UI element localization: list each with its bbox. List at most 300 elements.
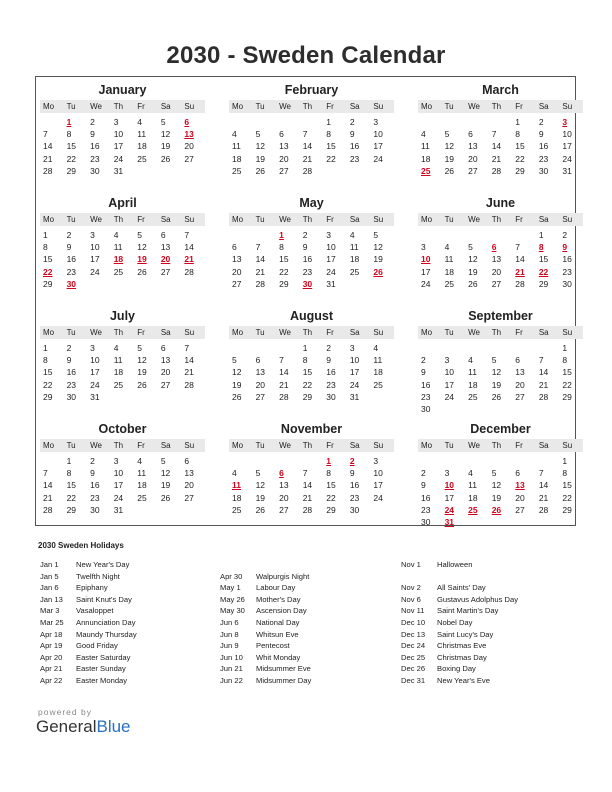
holiday-name: Vasaloppet	[76, 606, 114, 616]
holiday-name: Saint Knut's Day	[76, 594, 132, 604]
weekday-label: Mo	[43, 328, 55, 337]
day: 7	[279, 355, 284, 366]
day: 21	[538, 492, 549, 503]
day: 30	[90, 165, 100, 176]
day: 17	[349, 367, 360, 378]
day: 23	[538, 153, 549, 164]
weekday-header	[418, 100, 583, 113]
day: 15	[43, 254, 53, 265]
day: 27	[184, 492, 194, 503]
empty-cell	[512, 229, 536, 241]
holiday-date: Nov 6	[401, 594, 421, 604]
day: 5	[491, 468, 497, 479]
empty-cell	[442, 116, 466, 128]
holiday-date: Nov 2	[401, 583, 421, 593]
weekday-label: Su	[562, 215, 573, 224]
weekday-label: Fr	[326, 215, 334, 224]
day: 7	[43, 468, 48, 479]
weekday-label: Tu	[444, 441, 454, 450]
day: 15	[326, 141, 336, 152]
weekday-label: Tu	[66, 215, 76, 224]
day: 8	[66, 129, 72, 140]
day: 19	[160, 480, 171, 491]
empty-cell	[465, 229, 489, 241]
weekday-label: Th	[302, 441, 313, 450]
holiday-name: Annunciation Day	[76, 617, 136, 627]
day: 23	[562, 266, 572, 277]
holiday-name: Christmas Day	[437, 652, 487, 662]
holiday-date: Jan 1	[40, 560, 59, 569]
day: 14	[491, 141, 502, 152]
holiday-date: Dec 10	[401, 617, 426, 627]
day: 13	[468, 141, 478, 152]
day: 6	[232, 242, 237, 253]
day: 22	[326, 492, 336, 503]
holiday-name: Mother's Day	[256, 594, 301, 604]
day: 6	[515, 468, 520, 479]
day: 17	[373, 480, 383, 491]
holiday-name: Ascension Day	[256, 606, 307, 616]
empty-cell	[465, 455, 489, 467]
weekday-label: Su	[373, 102, 384, 111]
weekday-label: Th	[491, 102, 502, 111]
holiday-name: Maundy Thursday	[76, 629, 137, 639]
empty-cell	[465, 116, 489, 128]
day: 17	[113, 141, 124, 152]
holiday-row	[401, 605, 591, 617]
day-grid	[229, 229, 394, 290]
day-grid	[40, 116, 205, 177]
day: 31	[113, 504, 124, 515]
holiday-row	[401, 582, 591, 594]
day: 20	[184, 480, 194, 491]
day: 4	[113, 343, 119, 353]
day: 2	[326, 343, 331, 353]
holiday-day: 1	[279, 230, 284, 240]
day: 15	[66, 141, 77, 152]
holiday-row	[401, 675, 591, 687]
day: 8	[302, 355, 308, 366]
day: 19	[255, 492, 266, 503]
day: 28	[538, 391, 549, 402]
holiday-day: 18	[113, 254, 124, 265]
day: 8	[562, 468, 568, 479]
holiday-date: Apr 21	[40, 664, 63, 674]
day: 13	[232, 254, 242, 265]
weekday-label: Sa	[538, 328, 549, 337]
month-name: September	[468, 309, 533, 323]
day: 22	[43, 379, 53, 390]
weekday-label: Su	[562, 102, 573, 111]
day: 8	[326, 468, 331, 479]
day: 31	[562, 165, 572, 176]
day: 20	[232, 266, 242, 277]
holiday-row	[220, 675, 410, 687]
holiday-date: Jun 9	[220, 641, 239, 651]
day: 5	[160, 456, 166, 466]
holiday-column	[40, 559, 230, 687]
day: 14	[43, 480, 53, 491]
day: 28	[184, 266, 194, 277]
month-december	[418, 421, 583, 528]
day: 12	[255, 480, 266, 491]
day: 17	[562, 141, 572, 152]
day: 4	[232, 129, 237, 140]
day: 5	[491, 355, 497, 366]
day: 30	[326, 391, 336, 402]
holiday-date: Dec 24	[401, 641, 426, 651]
day: 28	[279, 391, 289, 402]
day: 22	[562, 492, 572, 503]
weekday-label: We	[468, 215, 480, 224]
holiday-day: 30	[302, 278, 313, 289]
day: 12	[491, 367, 502, 378]
holiday-day: 3	[562, 117, 568, 127]
day: 11	[232, 141, 241, 152]
day: 2	[421, 355, 426, 366]
day: 25	[232, 165, 242, 176]
day: 1	[562, 343, 568, 353]
weekday-label: We	[90, 215, 102, 224]
day-grid	[418, 342, 583, 415]
day: 26	[160, 153, 171, 164]
day: 27	[160, 379, 171, 390]
day: 15	[302, 367, 313, 378]
brand-part-general: General	[36, 717, 97, 736]
day: 24	[349, 379, 360, 390]
day: 13	[515, 367, 525, 378]
day-grid	[40, 342, 205, 403]
empty-cell	[536, 342, 560, 354]
weekday-header	[229, 213, 394, 226]
day: 8	[515, 129, 520, 140]
month-october	[40, 421, 205, 516]
weekday-label: Sa	[349, 102, 360, 111]
month-name: July	[109, 309, 135, 323]
holiday-date: Dec 13	[401, 629, 426, 639]
day-grid	[229, 455, 394, 516]
day: 21	[279, 379, 289, 390]
empty-cell	[512, 455, 536, 467]
empty-cell	[465, 342, 489, 354]
weekday-header	[40, 326, 205, 339]
holiday-date: Mar 25	[40, 617, 64, 627]
day: 9	[538, 129, 544, 140]
day: 23	[66, 266, 77, 277]
weekday-label: Fr	[515, 102, 523, 111]
day: 7	[515, 242, 520, 253]
day: 15	[66, 480, 77, 491]
day: 5	[444, 129, 450, 140]
holiday-name: Labour Day	[256, 583, 296, 593]
day: 18	[137, 141, 147, 152]
day: 24	[90, 266, 100, 277]
weekday-label: Mo	[421, 328, 433, 337]
weekday-label: We	[468, 102, 480, 111]
holiday-row	[401, 617, 591, 629]
holiday-name: Walpurgis Night	[256, 571, 310, 581]
weekday-header	[418, 213, 583, 226]
generalblue-logo[interactable]	[36, 717, 131, 737]
holiday-name: Whitsun Eve	[256, 629, 299, 639]
weekday-label: We	[90, 441, 102, 450]
weekday-label: We	[468, 441, 480, 450]
empty-cell	[40, 455, 64, 467]
holiday-row	[220, 571, 410, 583]
holiday-name: Midsummer Eve	[256, 664, 311, 674]
day: 19	[373, 254, 383, 265]
weekday-label: Tu	[255, 215, 265, 224]
holiday-date: Dec 26	[401, 664, 426, 674]
day: 23	[66, 379, 77, 390]
weekday-label: Th	[491, 215, 502, 224]
day: 7	[538, 468, 544, 479]
empty-cell	[442, 342, 466, 354]
day: 12	[160, 468, 171, 479]
page-title: 2030 - Sweden Calendar	[166, 42, 446, 69]
day: 11	[468, 367, 477, 378]
day: 8	[43, 242, 48, 253]
holiday-name: Pentecost	[256, 641, 290, 651]
holiday-day: 21	[515, 266, 525, 277]
weekday-label: Fr	[137, 102, 145, 111]
holiday-name: Good Friday	[76, 641, 118, 651]
empty-cell	[489, 455, 513, 467]
holiday-name: All Saints' Day	[437, 583, 486, 593]
day: 11	[421, 141, 430, 152]
day: 29	[279, 278, 289, 289]
holiday-day: 11	[232, 480, 241, 491]
holiday-row	[401, 559, 591, 571]
day: 22	[326, 153, 336, 164]
holiday-row	[220, 663, 410, 675]
day: 7	[184, 230, 190, 240]
day: 27	[279, 165, 289, 176]
month-name: February	[284, 83, 339, 97]
weekday-label: Su	[184, 102, 195, 111]
day: 28	[184, 379, 194, 390]
day: 26	[468, 278, 478, 289]
day: 29	[538, 278, 549, 289]
weekday-label: Fr	[326, 328, 334, 337]
holiday-date: Jun 10	[220, 652, 243, 662]
day: 18	[113, 367, 124, 378]
day: 20	[255, 379, 266, 390]
weekday-label: Sa	[160, 441, 171, 450]
day: 17	[90, 254, 100, 265]
holiday-date: Jan 13	[40, 594, 63, 604]
day: 22	[279, 266, 289, 277]
weekday-label: Mo	[421, 215, 433, 224]
weekday-label: Th	[113, 215, 124, 224]
day: 11	[468, 480, 477, 491]
holiday-date: Apr 20	[40, 652, 63, 662]
day: 21	[491, 153, 502, 164]
day: 19	[232, 379, 242, 390]
day: 12	[232, 367, 242, 378]
day: 14	[538, 480, 549, 491]
day-grid	[418, 229, 583, 290]
day-grid	[229, 116, 394, 177]
day: 21	[43, 492, 53, 503]
day: 17	[113, 480, 124, 491]
weekday-header	[418, 326, 583, 339]
month-september	[418, 308, 583, 415]
weekday-label: Su	[184, 328, 195, 337]
weekday-label: Fr	[515, 328, 523, 337]
day: 15	[562, 367, 572, 378]
day: 6	[515, 355, 520, 366]
day: 10	[349, 355, 360, 366]
empty-cell	[300, 455, 324, 467]
day: 22	[66, 153, 77, 164]
day: 29	[562, 504, 572, 515]
day: 17	[326, 254, 336, 265]
holiday-date: Dec 25	[401, 652, 426, 662]
weekday-label: Th	[113, 441, 124, 450]
day: 12	[468, 254, 478, 265]
holiday-day: 6	[491, 242, 497, 253]
day: 29	[66, 165, 77, 176]
day: 11	[113, 355, 123, 366]
weekday-label: We	[90, 328, 102, 337]
weekday-label: Tu	[255, 102, 265, 111]
day: 4	[349, 230, 355, 240]
day: 4	[421, 129, 426, 140]
day: 12	[373, 242, 383, 253]
weekday-label: Th	[302, 328, 313, 337]
weekday-label: Fr	[137, 215, 145, 224]
day: 19	[137, 367, 147, 378]
day: 16	[562, 254, 572, 265]
weekday-label: Fr	[326, 102, 334, 111]
day: 26	[444, 165, 455, 176]
empty-cell	[536, 455, 560, 467]
weekday-label: Su	[373, 215, 384, 224]
holidays-title: 2030 Sweden Holidays	[38, 541, 124, 550]
day-grid	[229, 342, 394, 403]
empty-cell	[276, 342, 300, 354]
day: 27	[491, 278, 502, 289]
holiday-day: 19	[137, 254, 147, 265]
month-name: January	[98, 83, 147, 97]
day: 2	[562, 230, 568, 240]
weekday-label: Tu	[444, 215, 454, 224]
day: 24	[326, 266, 336, 277]
day: 20	[184, 141, 194, 152]
day: 3	[349, 343, 355, 353]
day: 25	[232, 504, 242, 515]
day: 11	[113, 242, 123, 253]
holiday-day: 1	[326, 456, 331, 466]
day: 28	[255, 278, 266, 289]
holiday-name	[256, 559, 410, 571]
weekday-label: Mo	[421, 441, 433, 450]
day: 9	[90, 468, 95, 479]
day: 28	[491, 165, 502, 176]
empty-cell	[229, 455, 253, 467]
holiday-day: 25	[421, 165, 431, 176]
day: 23	[421, 504, 431, 515]
day: 15	[279, 254, 289, 265]
weekday-label: Mo	[232, 102, 244, 111]
holiday-day: 13	[184, 129, 194, 140]
month-name: April	[108, 196, 137, 210]
weekday-label: Th	[302, 215, 313, 224]
day: 14	[255, 254, 266, 265]
day: 25	[468, 391, 478, 402]
day: 3	[444, 355, 450, 366]
empty-cell	[253, 116, 277, 128]
weekday-label: Fr	[515, 215, 523, 224]
month-february	[229, 82, 394, 177]
day: 4	[373, 343, 379, 353]
month-march	[418, 82, 583, 177]
day: 13	[279, 141, 289, 152]
weekday-label: Fr	[326, 441, 334, 450]
day: 8	[279, 242, 284, 253]
day: 14	[538, 367, 549, 378]
weekday-label: Mo	[232, 441, 244, 450]
holiday-date: Jan 6	[40, 583, 59, 593]
day: 26	[137, 266, 147, 277]
day: 20	[515, 492, 525, 503]
holiday-date: Apr 18	[40, 629, 63, 639]
day: 15	[515, 141, 525, 152]
day: 30	[66, 391, 77, 402]
day: 24	[373, 153, 383, 164]
holiday-date: Apr 22	[40, 675, 63, 685]
day: 16	[421, 492, 431, 503]
holiday-name: New Year's Day	[76, 560, 130, 569]
weekday-label: Fr	[137, 441, 145, 450]
day: 31	[113, 165, 124, 176]
holiday-row	[40, 640, 230, 652]
day: 10	[444, 367, 455, 378]
day: 10	[326, 242, 336, 253]
day: 14	[302, 480, 313, 491]
holiday-date: Jun 21	[220, 664, 243, 674]
day: 16	[349, 141, 360, 152]
empty-cell	[253, 342, 277, 354]
weekday-label: We	[279, 328, 291, 337]
holiday-row	[40, 663, 230, 675]
holiday-day: 1	[66, 117, 72, 127]
day: 4	[468, 355, 473, 366]
day: 10	[113, 129, 124, 140]
day: 22	[302, 379, 313, 390]
day: 2	[349, 117, 355, 127]
weekday-label: Su	[184, 215, 195, 224]
day: 26	[232, 391, 242, 402]
holiday-name: Saint Martin's Day	[437, 606, 499, 616]
day: 2	[421, 468, 426, 479]
day: 24	[113, 153, 124, 164]
day: 27	[279, 504, 289, 515]
holiday-name: Easter Monday	[76, 675, 128, 685]
day: 13	[279, 480, 289, 491]
day: 16	[538, 141, 549, 152]
empty-cell	[40, 116, 64, 128]
month-name: June	[485, 196, 516, 210]
holiday-date: Apr 30	[220, 571, 243, 581]
day: 15	[43, 367, 53, 378]
holiday-row	[401, 663, 591, 675]
weekday-label: Tu	[66, 441, 76, 450]
holiday-date: Jun 8	[220, 629, 239, 639]
day: 13	[255, 367, 266, 378]
day: 24	[421, 278, 431, 289]
